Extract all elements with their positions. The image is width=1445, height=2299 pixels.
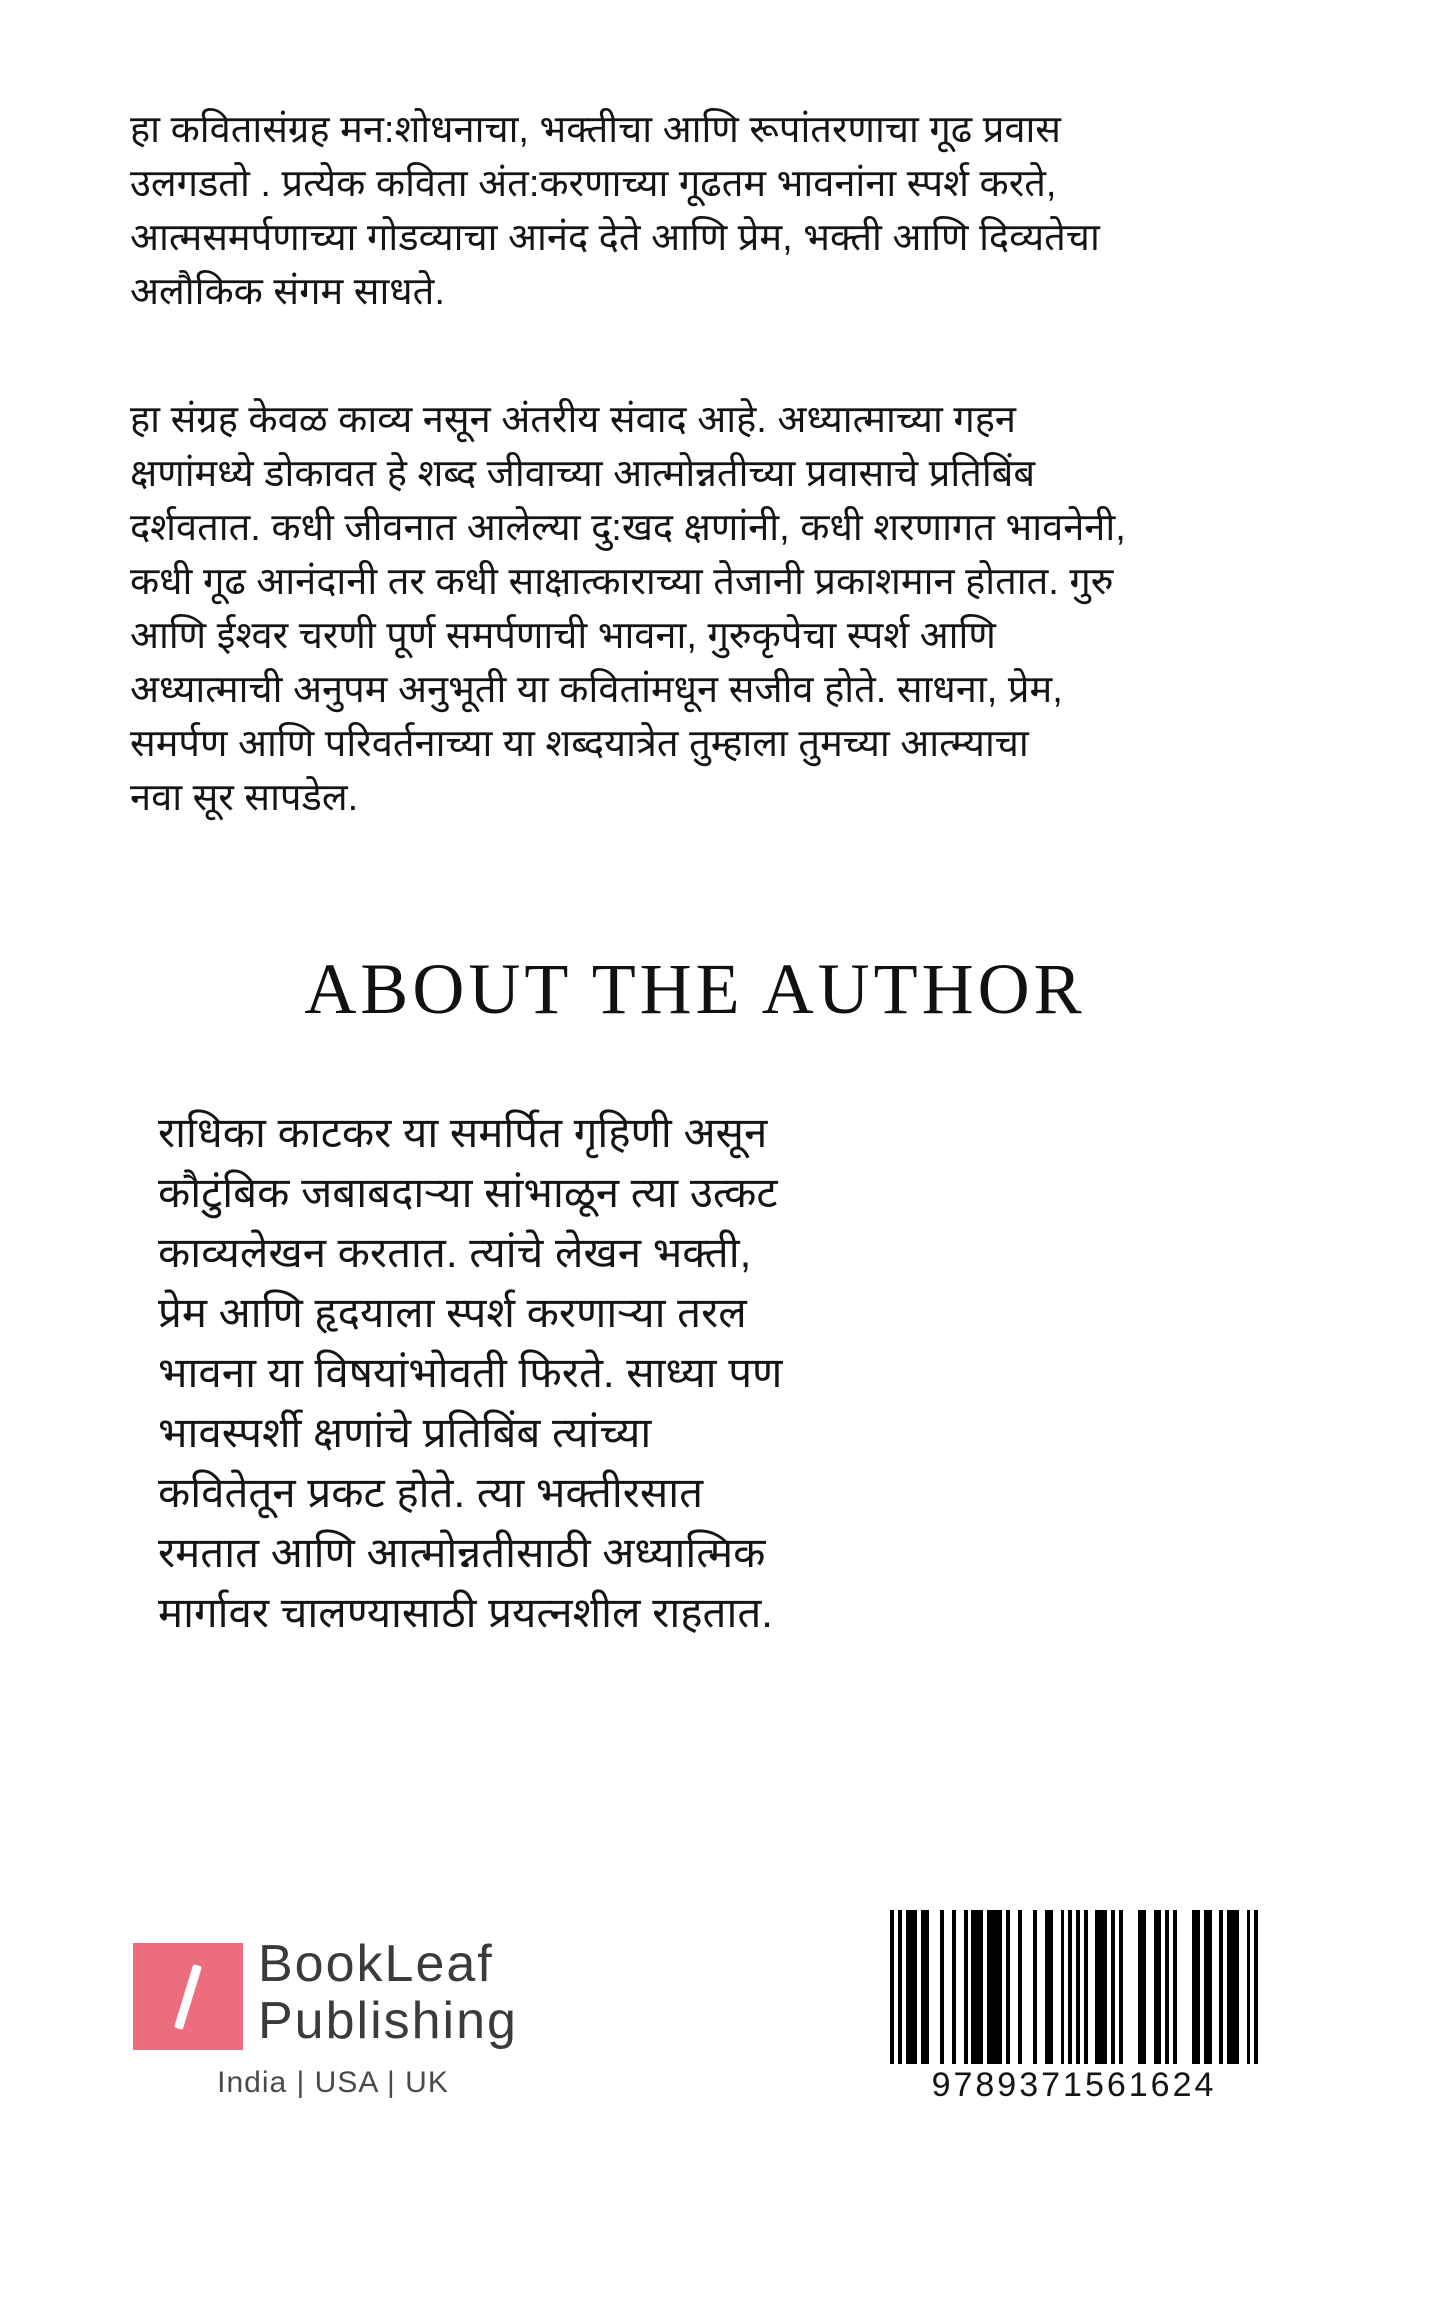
- publisher-regions: India | USA | UK: [217, 2066, 449, 2099]
- book-description-line: आणि ईश्वर चरणी पूर्ण समर्पणाची भावना, गुरुकृपेचा स्पर्श आणि: [130, 615, 996, 657]
- author-bio-line: कौटुंबिक जबाबदाऱ्या सांभाळून त्या उत्कट: [158, 1169, 778, 1216]
- author-bio-line: रमतात आणि आत्मोन्नतीसाठी अध्यात्मिक: [158, 1529, 766, 1576]
- publisher-name-line1: BookLeaf: [258, 1935, 494, 1993]
- publisher-name-line2: Publishing: [258, 1992, 518, 2050]
- book-description-line: समर्पण आणि परिवर्तनाच्या या शब्दयात्रेत तुम्हाला तुमच्या आत्म्याचा: [130, 723, 1029, 765]
- barcode: [890, 1910, 1258, 2064]
- book-description-line: क्षणांमध्ये डोकावत हे शब्द जीवाच्या आत्मोन्नतीच्या प्रवासाचे प्रतिबिंब: [130, 453, 1036, 495]
- book-description-line: दर्शवतात. कधी जीवनात आलेल्या दु:खद क्षणांनी, कधी शरणागत भावनेनी,: [130, 507, 1126, 549]
- author-bio-line: भावना या विषयांभोवती फिरते. साध्या पण: [158, 1349, 783, 1396]
- book-description-line: अलौकिक संगम साधते.: [130, 271, 445, 313]
- barcode-digits: 9789371561624: [931, 2066, 1217, 2104]
- author-bio-line: भावस्पर्शी क्षणांचे प्रतिबिंब त्यांच्या: [158, 1409, 652, 1456]
- book-description-line: हा कवितासंग्रह मन:शोधनाचा, भक्तीचा आणि रूपांतरणाचा गूढ प्रवास: [130, 109, 1061, 151]
- author-bio-line: काव्यलेखन करतात. त्यांचे लेखन भक्ती,: [158, 1229, 752, 1276]
- book-description-line: नवा सूर सापडेल.: [130, 777, 359, 819]
- book-description-paragraph-2: [130, 393, 1260, 825]
- book-description-line: उलगडतो . प्रत्येक कविता अंत:करणाच्या गूढतम भावनांना स्पर्श करते,: [130, 163, 1057, 205]
- author-bio-line: कवितेतून प्रकट होते. त्या भक्तीरसात: [158, 1469, 704, 1516]
- about-the-author-heading: ABOUT THE AUTHOR: [304, 949, 1086, 1029]
- author-bio-line: राधिका काटकर या समर्पित गृहिणी असून: [158, 1109, 768, 1156]
- book-description-line: हा संग्रह केवळ काव्य नसून अंतरीय संवाद आहे. अध्यात्माच्या गहन: [130, 399, 1017, 441]
- book-description-line: अध्यात्माची अनुपम अनुभूती या कवितांमधून सजीव होते. साधना, प्रेम,: [130, 669, 1063, 711]
- publisher-logo: [133, 1943, 243, 2050]
- author-bio-line: मार्गावर चालण्यासाठी प्रयत्नशील राहतात.: [158, 1589, 773, 1636]
- barcode-bars: [890, 1910, 1258, 2064]
- author-bio-line: प्रेम आणि हृदयाला स्पर्श करणाऱ्या तरल: [158, 1289, 747, 1336]
- slash-logo-icon: [174, 1964, 202, 2030]
- author-bio-paragraph: [158, 1103, 878, 1643]
- book-description-line: कधी गूढ आनंदानी तर कधी साक्षात्काराच्या तेजानी प्रकाशमान होतात. गुरु: [130, 561, 1114, 603]
- book-description-line: आत्मसमर्पणाच्या गोडव्याचा आनंद देते आणि प्रेम, भक्ती आणि दिव्यतेचा: [130, 217, 1100, 259]
- book-description-paragraph-1: [130, 103, 1260, 319]
- publisher-name: [258, 1936, 678, 2050]
